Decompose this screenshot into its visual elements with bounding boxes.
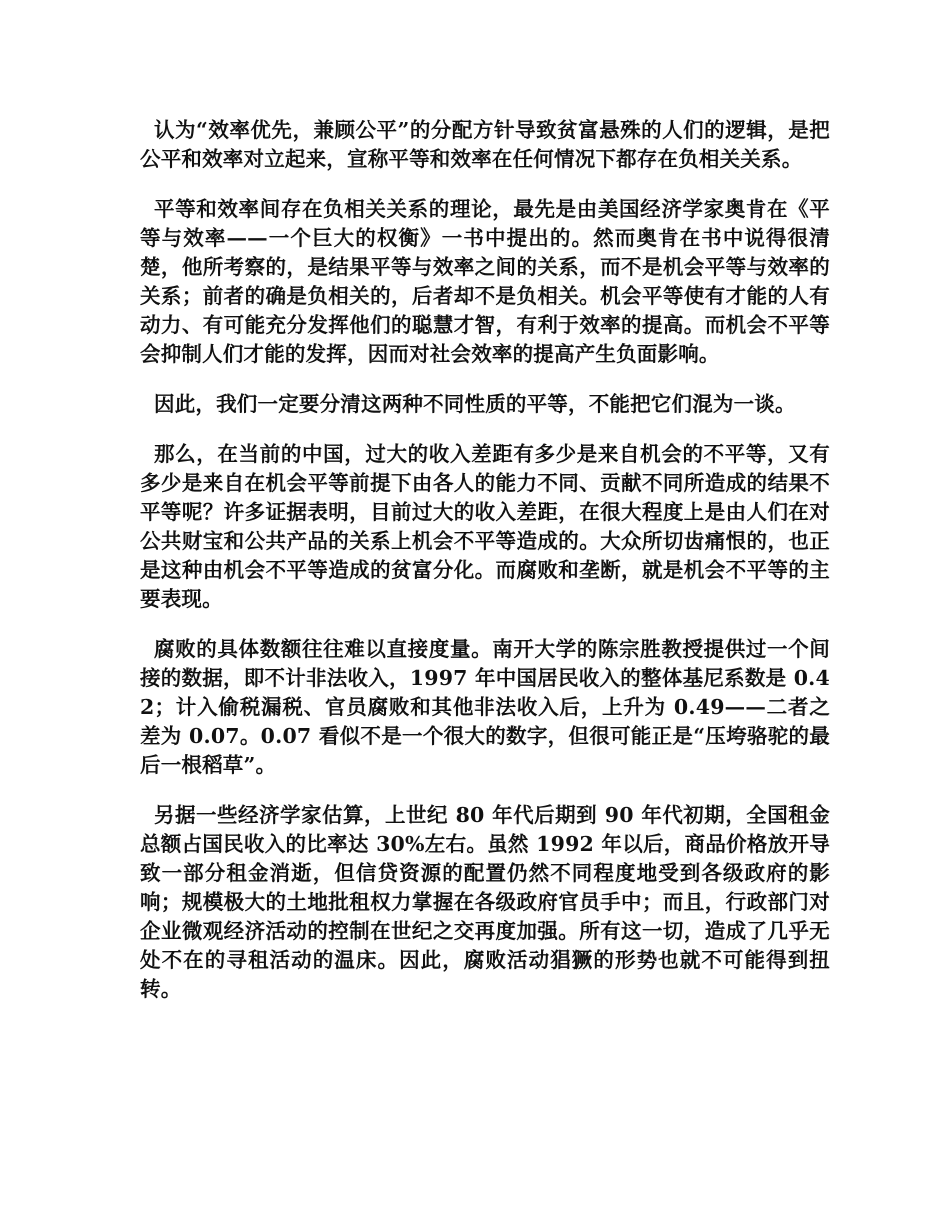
paragraph-5: 腐败的具体数额往往难以直接度量。南开大学的陈宗胜教授提供过一个间接的数据，即不计非法收入，1997 年中国居民收入的整体基尼系数是 0.42；计入偷税漏税、官员腐败和其他非法收入后，上升为 0.49——二者之差为 0.07。0.07 看似不是一个很大的数字，但很可能正是“压垮骆驼的最后一根稻草”。	[140, 637, 830, 777]
paragraph-4: 那么，在当前的中国，过大的收入差距有多少是来自机会的不平等，又有多少是来自在机会平等前提下由各人的能力不同、贡献不同所造成的结果不平等呢？许多证据表明，目前过大的收入差距，在很大程度上是由人们在对公共财宝和公共产品的关系上机会不平等造成的。大众所切齿痛恨的，也正是这种由机会不平等造成的贫富分化。而腐败和垄断，就是机会不平等的主要表现。	[140, 442, 830, 611]
paragraph-2: 平等和效率间存在负相关关系的理论，最先是由美国经济学家奥肯在《平等与效率——一个巨大的权衡》一书中提出的。然而奥肯在书中说得很清楚，他所考察的，是结果平等与效率之间的关系，而不是机会平等与效率的关系；前者的确是负相关的，后者却不是负相关。机会平等使有才能的人有动力、有可能充分发挥他们的聪慧才智，有利于效率的提高。而机会不平等会抑制人们才能的发挥，因而对社会效率的提高产生负面影响。	[140, 197, 830, 366]
document-body	[140, 116, 830, 1025]
paragraph-3: 因此，我们一定要分清这两种不同性质的平等，不能把它们混为一谈。	[154, 392, 796, 416]
paragraph-6: 另据一些经济学家估算，上世纪 80 年代后期到 90 年代初期，全国租金总额占国民收入的比率达 30%左右。虽然 1992 年以后，商品价格放开导致一部分租金消逝，但信贷资源的配置仍然不同程度地受到各级政府的影响；规模极大的土地批租权力掌握在各级政府官员手中；而且，行政部门对企业微观经济活动的控制在世纪之交再度加强。所有这一切，造成了几乎无处不在的寻租活动的温床。因此，腐败活动猖獗的形势也就不可能得到扭转。	[140, 803, 830, 1001]
paragraph-1: 认为“效率优先，兼顾公平”的分配方针导致贫富悬殊的人们的逻辑，是把公平和效率对立起来，宣称平等和效率在任何情况下都存在负相关关系。	[140, 118, 830, 171]
